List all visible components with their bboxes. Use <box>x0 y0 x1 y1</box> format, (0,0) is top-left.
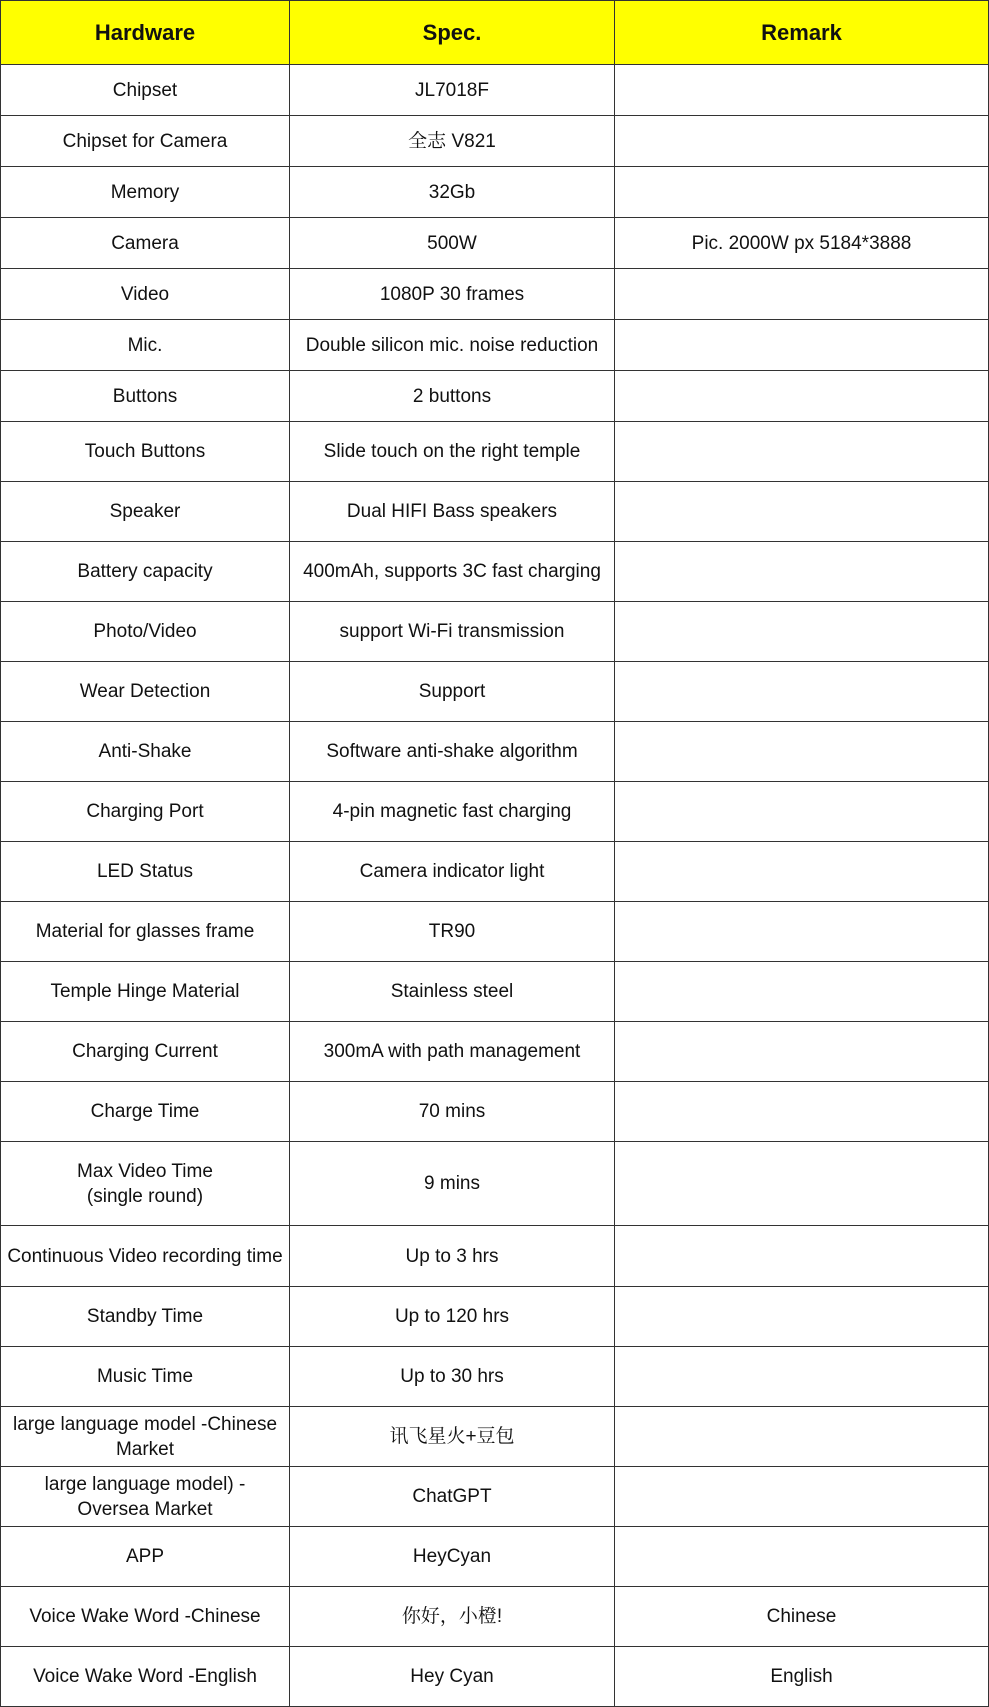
cell-hardware: Speaker <box>1 482 290 542</box>
cell-remark <box>615 371 989 422</box>
cell-spec: Software anti-shake algorithm <box>290 722 615 782</box>
cell-remark <box>615 1082 989 1142</box>
cell-remark <box>615 482 989 542</box>
table-row <box>1 1347 989 1407</box>
cell-hardware: Music Time <box>1 1347 290 1407</box>
cell-spec: Double silicon mic. noise reduction <box>290 320 615 371</box>
cell-hardware: Camera <box>1 218 290 269</box>
table-row <box>1 962 989 1022</box>
table-row <box>1 482 989 542</box>
cell-remark <box>615 602 989 662</box>
table-row <box>1 602 989 662</box>
cell-remark <box>615 422 989 482</box>
cell-remark <box>615 167 989 218</box>
cell-remark <box>615 116 989 167</box>
cell-spec: 70 mins <box>290 1082 615 1142</box>
cell-remark: Pic. 2000W px 5184*3888 <box>615 218 989 269</box>
cell-hardware: Voice Wake Word -Chinese <box>1 1587 290 1647</box>
cell-hardware: Max Video Time (single round) <box>1 1142 290 1226</box>
cell-spec: Camera indicator light <box>290 842 615 902</box>
cell-remark <box>615 1407 989 1467</box>
cell-hardware: Mic. <box>1 320 290 371</box>
table-row <box>1 1527 989 1587</box>
cell-hardware: LED Status <box>1 842 290 902</box>
cell-remark <box>615 782 989 842</box>
cell-remark <box>615 722 989 782</box>
table-row <box>1 662 989 722</box>
cell-spec: 全志 V821 <box>290 116 615 167</box>
cell-spec: 你好，小橙! <box>290 1587 615 1647</box>
cell-remark <box>615 320 989 371</box>
cell-spec: Stainless steel <box>290 962 615 1022</box>
cell-spec: 400mAh, supports 3C fast charging <box>290 542 615 602</box>
table-row <box>1 1587 989 1647</box>
table-row <box>1 1082 989 1142</box>
cell-hardware: large language model) - Oversea Market <box>1 1467 290 1527</box>
table-row <box>1 1407 989 1467</box>
cell-remark <box>615 1022 989 1082</box>
table-row <box>1 1647 989 1707</box>
cell-spec: 300mA with path management <box>290 1022 615 1082</box>
cell-remark <box>615 842 989 902</box>
cell-spec: 4-pin magnetic fast charging <box>290 782 615 842</box>
table-row <box>1 1467 989 1527</box>
cell-hardware: APP <box>1 1527 290 1587</box>
table-row <box>1 371 989 422</box>
cell-hardware: Chipset <box>1 65 290 116</box>
cell-hardware: Continuous Video recording time <box>1 1226 290 1287</box>
table-row <box>1 269 989 320</box>
cell-hardware: Battery capacity <box>1 542 290 602</box>
header-spec: Spec. <box>290 1 615 65</box>
cell-hardware: Anti-Shake <box>1 722 290 782</box>
header-remark: Remark <box>615 1 989 65</box>
cell-hardware: large language model -Chinese Market <box>1 1407 290 1467</box>
cell-hardware: Photo/Video <box>1 602 290 662</box>
cell-remark <box>615 1347 989 1407</box>
cell-remark <box>615 962 989 1022</box>
cell-spec: 9 mins <box>290 1142 615 1226</box>
cell-remark <box>615 269 989 320</box>
cell-hardware: Wear Detection <box>1 662 290 722</box>
cell-spec: 讯飞星火+豆包 <box>290 1407 615 1467</box>
cell-spec: ChatGPT <box>290 1467 615 1527</box>
cell-spec: Up to 30 hrs <box>290 1347 615 1407</box>
cell-hardware: Temple Hinge Material <box>1 962 290 1022</box>
table-row <box>1 902 989 962</box>
cell-hardware: Standby Time <box>1 1287 290 1347</box>
cell-spec: Hey Cyan <box>290 1647 615 1707</box>
cell-hardware: Voice Wake Word -English <box>1 1647 290 1707</box>
table-row <box>1 116 989 167</box>
cell-spec: support Wi-Fi transmission <box>290 602 615 662</box>
cell-hardware: Video <box>1 269 290 320</box>
table-row <box>1 167 989 218</box>
cell-remark <box>615 65 989 116</box>
cell-spec: Up to 3 hrs <box>290 1226 615 1287</box>
cell-spec: HeyCyan <box>290 1527 615 1587</box>
table-row <box>1 782 989 842</box>
cell-spec: 1080P 30 frames <box>290 269 615 320</box>
table-row <box>1 842 989 902</box>
cell-remark <box>615 1142 989 1226</box>
spec-rows <box>1 65 989 1707</box>
cell-spec: Slide touch on the right temple <box>290 422 615 482</box>
cell-spec: TR90 <box>290 902 615 962</box>
header-hardware: Hardware <box>1 1 290 65</box>
cell-spec: 500W <box>290 218 615 269</box>
cell-remark <box>615 1527 989 1587</box>
table-row <box>1 320 989 371</box>
table-row <box>1 218 989 269</box>
cell-remark: English <box>615 1647 989 1707</box>
cell-hardware: Buttons <box>1 371 290 422</box>
cell-remark <box>615 902 989 962</box>
header-row <box>1 1 989 65</box>
cell-hardware: Material for glasses frame <box>1 902 290 962</box>
cell-remark <box>615 662 989 722</box>
cell-remark <box>615 1287 989 1347</box>
cell-hardware: Memory <box>1 167 290 218</box>
cell-hardware: Chipset for Camera <box>1 116 290 167</box>
cell-spec: Dual HIFI Bass speakers <box>290 482 615 542</box>
cell-hardware: Touch Buttons <box>1 422 290 482</box>
table-row <box>1 1022 989 1082</box>
cell-remark <box>615 1226 989 1287</box>
cell-hardware: Charging Port <box>1 782 290 842</box>
cell-spec: Support <box>290 662 615 722</box>
table-row <box>1 65 989 116</box>
table-row <box>1 422 989 482</box>
cell-remark <box>615 542 989 602</box>
cell-remark: Chinese <box>615 1587 989 1647</box>
cell-hardware: Charge Time <box>1 1082 290 1142</box>
cell-spec: JL7018F <box>290 65 615 116</box>
cell-spec: 2 buttons <box>290 371 615 422</box>
table-row <box>1 1287 989 1347</box>
cell-remark <box>615 1467 989 1527</box>
cell-spec: Up to 120 hrs <box>290 1287 615 1347</box>
table-row <box>1 1142 989 1226</box>
cell-spec: 32Gb <box>290 167 615 218</box>
table-row <box>1 542 989 602</box>
table-row <box>1 1226 989 1287</box>
cell-hardware: Charging Current <box>1 1022 290 1082</box>
table-row <box>1 722 989 782</box>
